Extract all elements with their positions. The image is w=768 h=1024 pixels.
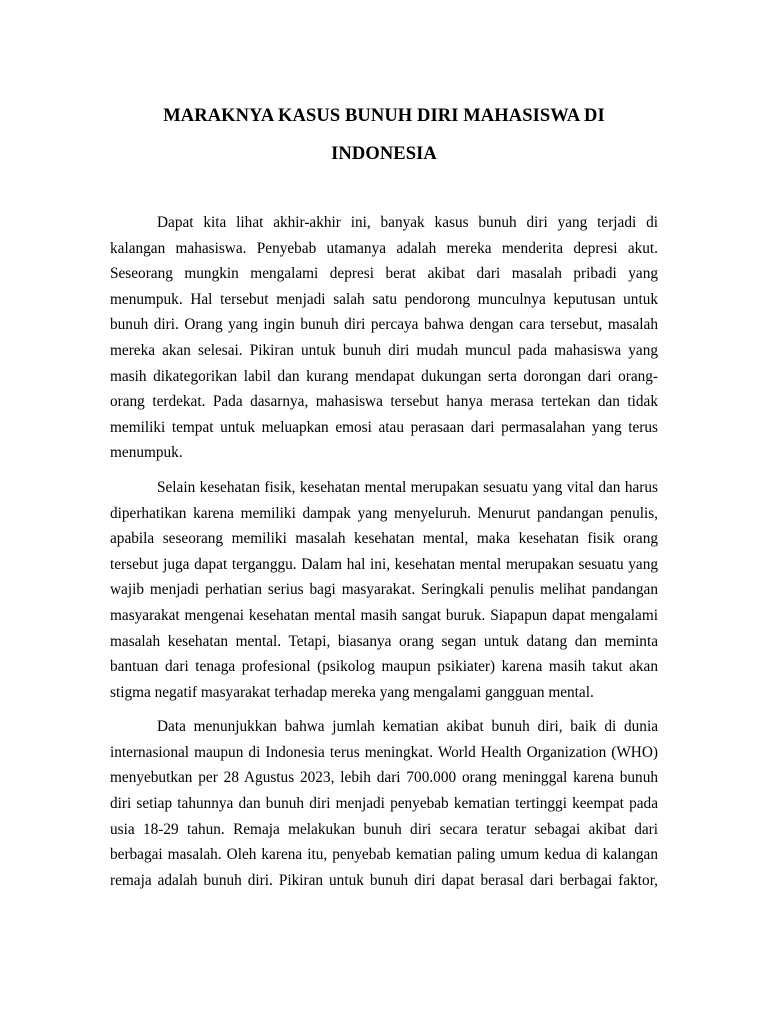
text-line: Seseorang mungkin mengalami depresi berat akibat dari masalah pribadi yang <box>110 265 658 283</box>
document-title <box>100 97 668 173</box>
text-line: orang terdekat. Pada dasarnya, mahasiswa tersebut hanya merasa tertekan dan tidak <box>110 393 658 411</box>
text-line: kalangan mahasiswa. Penyebab utamanya adalah mereka menderita depresi akut. <box>110 239 658 257</box>
text-line: Selain kesehatan fisik, kesehatan mental merupakan sesuatu yang vital dan harus <box>157 478 658 496</box>
text-line: mereka akan selesai. Pikiran untuk bunuh diri mudah muncul pada mahasiswa yang <box>110 341 658 359</box>
paragraph-3 <box>110 714 658 893</box>
text-line: menumpuk. <box>110 444 183 462</box>
text-line: menumpuk. Hal tersebut menjadi salah satu pendorong munculnya keputusan untuk <box>110 290 658 308</box>
text-line: Dapat kita lihat akhir-akhir ini, banyak kasus bunuh diri yang terjadi di <box>157 214 658 231</box>
text-line: masalah kesehatan mental. Tetapi, biasanya orang segan untuk datang dan meminta <box>110 632 658 650</box>
text-line: masih dikategorikan labil dan kurang mendapat dukungan serta dorongan dari orang- <box>110 367 658 385</box>
title-line-2: INDONESIA <box>331 144 437 164</box>
text-line: wajib menjadi perhatian serius bagi masyarakat. Seringkali penulis melihat pandangan <box>110 581 658 599</box>
text-line: menyebutkan per 28 Agustus 2023, lebih dari 700.000 orang meninggal karena bunuh <box>110 769 658 787</box>
text-line: internasional maupun di Indonesia terus meningkat. World Health Organization (WHO) <box>110 743 658 761</box>
document-body <box>110 210 658 902</box>
text-line: apabila seseorang memiliki masalah kesehatan mental, maka kesehatan fisik orang <box>110 530 658 548</box>
text-line: bantuan dari tenaga profesional (psikolog maupun psikiater) karena masih takut akan <box>110 658 658 676</box>
text-line: Data menunjukkan bahwa jumlah kematian akibat bunuh diri, baik di dunia <box>157 718 658 736</box>
text-line: masyarakat mengenai kesehatan mental masih sangat buruk. Siapapun dapat mengalami <box>110 606 658 624</box>
paragraph-2 <box>110 475 658 705</box>
text-line: remaja adalah bunuh diri. Pikiran untuk bunuh diri dapat berasal dari berbagai faktor, <box>110 871 658 889</box>
text-line: diri setiap tahunnya dan bunuh diri menjadi penyebab kematian tertinggi keempat pada <box>110 795 658 813</box>
text-line: usia 18-29 tahun. Remaja melakukan bunuh diri secara teratur sebagai akibat dari <box>110 820 658 838</box>
text-line: bunuh diri. Orang yang ingin bunuh diri percaya bahwa dengan cara tersebut, masalah <box>110 316 658 334</box>
title-line-1: MARAKNYA KASUS BUNUH DIRI MAHASISWA DI <box>163 106 605 126</box>
text-line: memiliki tempat untuk meluapkan emosi atau perasaan dari permasalahan yang terus <box>110 418 658 436</box>
paragraph-1 <box>110 210 658 466</box>
text-line: stigma negatif masyarakat terhadap mereka yang mengalami gangguan mental. <box>110 683 594 701</box>
text-line: tersebut juga dapat terganggu. Dalam hal ini, kesehatan mental merupakan sesuatu yang <box>110 555 658 573</box>
text-line: berbagai masalah. Oleh karena itu, penyebab kematian paling umum kedua di kalangan <box>110 846 658 864</box>
text-line: diperhatikan karena memiliki dampak yang menyeluruh. Menurut pandangan penulis, <box>110 504 658 522</box>
